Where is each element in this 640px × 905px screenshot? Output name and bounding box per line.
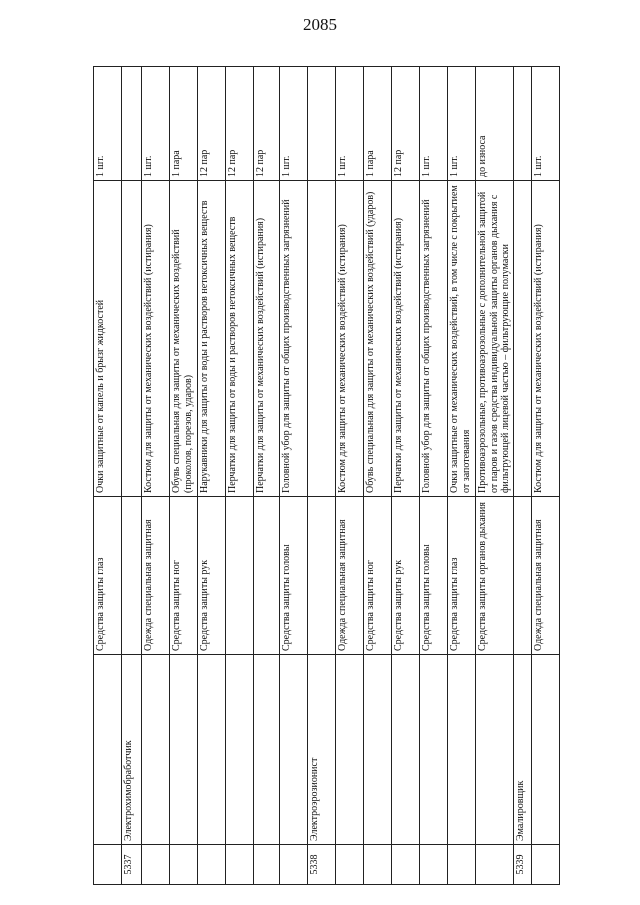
table-row [392,67,420,885]
quantity-cell: 1 шт. [531,67,559,181]
quantity-cell: 1 шт. [420,67,448,181]
quantity-cell [122,67,142,181]
profession-cell [170,655,198,845]
profession-cell [531,655,559,845]
profession-cell [476,655,514,845]
category-cell [254,497,280,655]
table-body [94,67,560,885]
category-cell [122,497,142,655]
quantity-cell: 12 пар [392,67,420,181]
quantity-cell: 12 пар [254,67,280,181]
item-cell [308,181,336,497]
category-cell: Средства защиты головы [280,497,308,655]
table-row [142,67,170,885]
profession-cell [392,655,420,845]
quantity-cell: 1 пара [170,67,198,181]
item-cell: Перчатки для защиты от воды и растворов нетоксичных веществ [226,181,254,497]
category-cell: Средства защиты глаз [448,497,476,655]
category-cell: Одежда специальная защитная [531,497,559,655]
item-cell: Костюм для защиты от механических воздействий (истирания) [336,181,364,497]
profession-cell [448,655,476,845]
category-cell: Одежда специальная защитная [142,497,170,655]
row-number-cell [280,845,308,885]
profession-cell [94,655,122,845]
category-cell [513,497,531,655]
rotated-table-frame [93,67,544,885]
item-cell: Обувь специальная для защиты от механических воздействий (ударов) [364,181,392,497]
table-row [226,67,254,885]
profession-cell [254,655,280,845]
row-number-cell [254,845,280,885]
quantity-cell: 12 пар [226,67,254,181]
table-row [531,67,559,885]
profession-cell [364,655,392,845]
row-number-cell [392,845,420,885]
quantity-cell: 1 шт. [94,67,122,181]
profession-cell: Электрохимобработчик [122,655,142,845]
table-row [280,67,308,885]
table-row [448,67,476,885]
row-number-cell [364,845,392,885]
quantity-cell: 1 пара [364,67,392,181]
quantity-cell: 1 шт. [336,67,364,181]
table-row [198,67,226,885]
row-number-cell [448,845,476,885]
row-number-cell: 5339 [513,845,531,885]
ppe-norms-table [93,66,560,885]
row-number-cell [94,845,122,885]
table-row [476,67,514,885]
row-number-cell: 5338 [308,845,336,885]
row-number-cell [420,845,448,885]
item-cell: Головной убор для защиты от общих производственных загрязнений [280,181,308,497]
row-number-cell [198,845,226,885]
row-number-cell: 5337 [122,845,142,885]
category-cell [226,497,254,655]
quantity-cell: 12 пар [198,67,226,181]
profession-cell [226,655,254,845]
item-cell: Очки защитные от механических воздействий, в том числе с покрытием от запотевания [448,181,476,497]
category-cell: Одежда специальная защитная [336,497,364,655]
row-number-cell [476,845,514,885]
table-row [308,67,336,885]
profession-cell [336,655,364,845]
profession-cell: Электроэрозионист [308,655,336,845]
item-cell [122,181,142,497]
table-row [170,67,198,885]
category-cell: Средства защиты рук [392,497,420,655]
item-cell: Обувь специальная для защиты от механических воздействий (проколов, порезов, ударов) [170,181,198,497]
profession-cell [420,655,448,845]
quantity-cell: 1 шт. [448,67,476,181]
quantity-cell [308,67,336,181]
table-row [420,67,448,885]
item-cell [513,181,531,497]
item-cell: Очки защитные от капель и брызг жидкостей [94,181,122,497]
table-row [513,67,531,885]
quantity-cell: до износа [476,67,514,181]
row-number-cell [226,845,254,885]
row-number-cell [170,845,198,885]
item-cell: Костюм для защиты от механических воздействий (истирания) [531,181,559,497]
row-number-cell [336,845,364,885]
item-cell: Перчатки для защиты от механических воздействий (истирания) [392,181,420,497]
category-cell: Средства защиты глаз [94,497,122,655]
table-row [336,67,364,885]
item-cell: Перчатки для защиты от механических воздействий (истирания) [254,181,280,497]
category-cell: Средства защиты ног [364,497,392,655]
row-number-cell [531,845,559,885]
item-cell: Костюм для защиты от механических воздействий (истирания) [142,181,170,497]
category-cell [308,497,336,655]
table-container [93,67,544,885]
quantity-cell [513,67,531,181]
table-row [94,67,122,885]
profession-cell [142,655,170,845]
profession-cell: Эмалировщик [513,655,531,845]
quantity-cell: 1 шт. [142,67,170,181]
profession-cell [280,655,308,845]
category-cell: Средства защиты ног [170,497,198,655]
category-cell: Средства защиты рук [198,497,226,655]
table-row [122,67,142,885]
item-cell: Противоаэрозольные, противоаэрозольные с дополнительной защитой от паров и газов средства индивидуальной защиты органов дыхания с фильтрующей лицевой частью – фильтрующие полумаски [476,181,514,497]
quantity-cell: 1 шт. [280,67,308,181]
category-cell: Средства защиты головы [420,497,448,655]
item-cell: Головной убор для защиты от общих производственных загрязнений [420,181,448,497]
profession-cell [198,655,226,845]
table-row [364,67,392,885]
page-number: 2085 [303,15,337,34]
table-row [254,67,280,885]
row-number-cell [142,845,170,885]
category-cell: Средства защиты органов дыхания [476,497,514,655]
item-cell: Нарукавники для защиты от воды и растворов нетоксичных веществ [198,181,226,497]
